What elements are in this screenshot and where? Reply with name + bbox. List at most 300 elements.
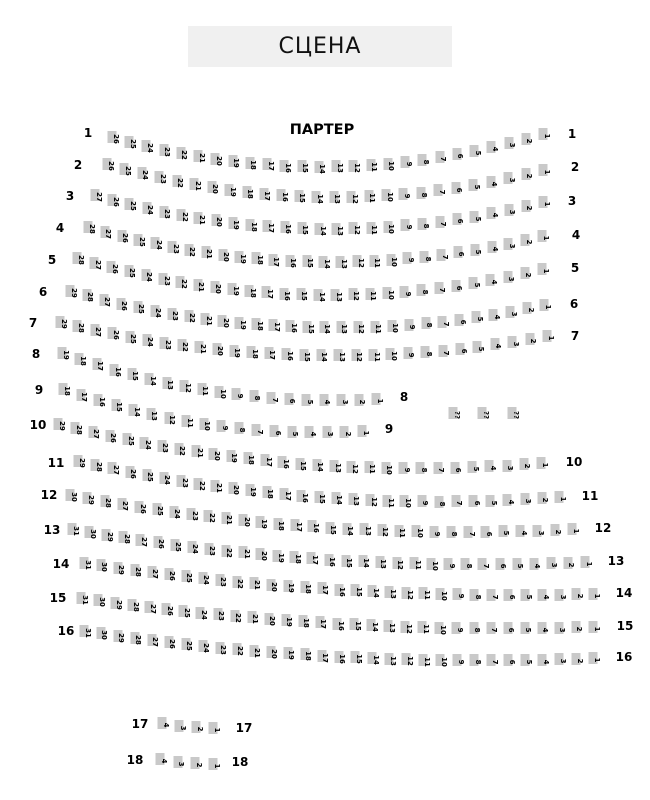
seat-row11-29[interactable]: [74, 455, 86, 468]
seat-row3-6[interactable]: [452, 213, 465, 225]
seat-row10-8[interactable]: [416, 462, 428, 474]
seat-row3-13[interactable]: [332, 223, 344, 236]
seat-row6-23[interactable]: [167, 308, 180, 321]
seat-row10-6[interactable]: [450, 462, 463, 474]
seat-row13-16[interactable]: [324, 554, 336, 567]
seat-row14-5[interactable]: [521, 589, 533, 601]
unknown-seat-2[interactable]: [478, 407, 490, 420]
seat-row2-23[interactable]: [155, 171, 167, 185]
seat-row7-16[interactable]: [282, 348, 294, 362]
seat-row4-13[interactable]: [336, 256, 348, 269]
seat-row5-16[interactable]: [279, 288, 292, 301]
seat-row15-26[interactable]: [162, 603, 174, 616]
seat-row5-7[interactable]: [434, 282, 447, 294]
seat-row11-23[interactable]: [177, 475, 189, 488]
seat-row5-21[interactable]: [193, 279, 206, 292]
seat-row10-19[interactable]: [226, 450, 238, 464]
seat-row8-16[interactable]: [110, 364, 122, 377]
seat-row15-14[interactable]: [367, 619, 379, 633]
seat-row15-4[interactable]: [537, 622, 550, 634]
seat-row14-14[interactable]: [368, 585, 380, 599]
seat-row5-15[interactable]: [296, 288, 309, 302]
seat-row14-28[interactable]: [130, 564, 143, 577]
seat-row15-28[interactable]: [128, 599, 140, 612]
seat-row17-2[interactable]: [192, 721, 204, 733]
seat-row3-15[interactable]: [297, 222, 310, 235]
seat-row11-19[interactable]: [245, 484, 258, 498]
seat-row11-22[interactable]: [194, 478, 206, 491]
seat-row16-14[interactable]: [368, 652, 380, 665]
seat-row15-6[interactable]: [503, 622, 516, 634]
seat-row10-23[interactable]: [157, 440, 169, 453]
seat-row11-12[interactable]: [366, 494, 378, 507]
seat-row11-20[interactable]: [228, 482, 241, 496]
seat-row14-11[interactable]: [419, 587, 431, 601]
seat-row7-9[interactable]: [403, 347, 416, 359]
seat-row8-11[interactable]: [197, 383, 210, 397]
seat-row10-4[interactable]: [485, 460, 497, 472]
seat-row15-7[interactable]: [486, 622, 499, 634]
seat-row15-17[interactable]: [315, 616, 328, 630]
seat-row13-6[interactable]: [495, 558, 507, 570]
seat-row7-8[interactable]: [421, 346, 433, 358]
seat-row15-13[interactable]: [384, 620, 396, 633]
seat-row2-3[interactable]: [504, 172, 516, 184]
seat-row8-14[interactable]: [145, 373, 157, 386]
seat-row5-27[interactable]: [90, 257, 102, 270]
seat-row8-1[interactable]: [372, 393, 384, 405]
seat-row11-9[interactable]: [417, 495, 430, 507]
seat-row1-19[interactable]: [228, 155, 241, 169]
seat-row6-7[interactable]: [438, 316, 450, 328]
seat-row7-4[interactable]: [490, 338, 503, 350]
seat-row3-21[interactable]: [194, 212, 206, 225]
seat-row7-1[interactable]: [543, 330, 555, 342]
seat-row9-11[interactable]: [182, 415, 194, 428]
seat-row1-15[interactable]: [297, 160, 310, 174]
seat-row4-18[interactable]: [252, 252, 264, 266]
seat-row16-26[interactable]: [164, 636, 177, 650]
seat-row14-26[interactable]: [164, 568, 177, 582]
seat-row6-19[interactable]: [235, 317, 247, 330]
seat-row4-3[interactable]: [504, 238, 516, 250]
seat-row12-16[interactable]: [308, 520, 320, 534]
seat-row12-20[interactable]: [239, 514, 251, 528]
seat-row12-13[interactable]: [360, 523, 372, 537]
seat-row3-23[interactable]: [159, 206, 172, 219]
seat-row14-4[interactable]: [538, 589, 550, 601]
seat-row2-17[interactable]: [259, 188, 272, 201]
seat-row5-20[interactable]: [210, 281, 223, 294]
seat-row9-15[interactable]: [111, 399, 124, 412]
seat-row15-19[interactable]: [281, 614, 294, 628]
seat-row7-22[interactable]: [177, 339, 190, 352]
seat-row2-8[interactable]: [416, 187, 429, 199]
seat-row15-30[interactable]: [94, 594, 106, 608]
seat-row9-1[interactable]: [358, 425, 370, 437]
seat-row9-16[interactable]: [94, 394, 106, 408]
seat-row3-8[interactable]: [418, 218, 430, 230]
seat-row7-23[interactable]: [160, 337, 172, 350]
seat-row4-19[interactable]: [235, 251, 247, 264]
seat-row13-13[interactable]: [375, 556, 388, 570]
seat-row4-9[interactable]: [403, 252, 415, 264]
seat-row16-31[interactable]: [80, 625, 92, 638]
seat-row2-19[interactable]: [225, 184, 237, 197]
seat-row12-15[interactable]: [325, 522, 338, 535]
seat-row16-4[interactable]: [538, 654, 550, 666]
seat-row1-4[interactable]: [487, 141, 499, 153]
seat-row14-21[interactable]: [249, 577, 262, 590]
seat-row12-9[interactable]: [429, 526, 442, 538]
seat-row1-26[interactable]: [108, 131, 120, 144]
seat-row4-15[interactable]: [302, 255, 315, 269]
seat-row14-13[interactable]: [385, 586, 397, 600]
seat-row15-16[interactable]: [333, 618, 345, 631]
seat-row7-5[interactable]: [473, 341, 485, 353]
seat-row12-29[interactable]: [83, 492, 95, 506]
seat-row13-24[interactable]: [187, 541, 200, 554]
seat-row3-24[interactable]: [142, 202, 155, 215]
seat-row4-6[interactable]: [453, 246, 466, 258]
seat-row12-2[interactable]: [550, 524, 563, 536]
seat-row15-21[interactable]: [247, 611, 260, 625]
seat-row1-20[interactable]: [211, 153, 223, 166]
seat-row7-18[interactable]: [247, 346, 259, 360]
seat-row13-19[interactable]: [273, 550, 285, 563]
seat-row7-6[interactable]: [456, 343, 468, 355]
seat-row11-13[interactable]: [348, 493, 361, 507]
seat-row3-4[interactable]: [487, 207, 499, 219]
seat-row15-10[interactable]: [435, 622, 447, 635]
seat-row9-12[interactable]: [164, 412, 177, 425]
seat-row2-2[interactable]: [521, 168, 534, 180]
seat-row6-6[interactable]: [455, 314, 467, 326]
seat-row8-10[interactable]: [215, 386, 227, 399]
seat-row12-17[interactable]: [291, 519, 303, 532]
seat-row4-24[interactable]: [151, 237, 163, 251]
seat-row3-26[interactable]: [108, 194, 120, 207]
seat-row10-9[interactable]: [399, 462, 411, 474]
seat-row3-9[interactable]: [401, 219, 413, 231]
seat-row7-3[interactable]: [508, 336, 520, 348]
seat-row4-5[interactable]: [470, 244, 483, 256]
seat-row7-19[interactable]: [229, 345, 242, 358]
seat-row6-10[interactable]: [387, 320, 400, 333]
seat-row5-6[interactable]: [451, 280, 464, 292]
seat-row15-31[interactable]: [77, 592, 89, 605]
seat-row15-29[interactable]: [111, 597, 123, 610]
seat-row10-29[interactable]: [54, 418, 66, 431]
seat-row15-24[interactable]: [196, 607, 208, 620]
seat-row2-6[interactable]: [451, 182, 464, 194]
seat-row1-16[interactable]: [280, 160, 292, 173]
seat-row1-25[interactable]: [125, 136, 137, 149]
seat-row11-4[interactable]: [503, 494, 515, 506]
seat-row4-1[interactable]: [538, 230, 550, 242]
seat-row11-11[interactable]: [383, 495, 395, 508]
seat-row10-10[interactable]: [381, 462, 394, 475]
seat-row2-18[interactable]: [242, 186, 255, 199]
seat-row6-17[interactable]: [269, 319, 281, 333]
seat-row9-5[interactable]: [287, 426, 300, 438]
seat-row13-15[interactable]: [341, 555, 354, 568]
seat-row3-18[interactable]: [246, 219, 258, 232]
seat-row11-3[interactable]: [520, 493, 533, 505]
seat-row12-22[interactable]: [204, 510, 216, 524]
seat-row3-17[interactable]: [263, 220, 275, 233]
seat-row5-19[interactable]: [228, 283, 240, 297]
seat-row9-6[interactable]: [270, 425, 282, 437]
seat-row13-21[interactable]: [239, 546, 251, 560]
seat-row13-10[interactable]: [427, 558, 439, 571]
seat-row3-1[interactable]: [539, 196, 551, 208]
seat-row17-1[interactable]: [209, 722, 221, 734]
seat-row16-10[interactable]: [436, 654, 448, 667]
seat-row10-13[interactable]: [330, 460, 342, 473]
seat-row16-25[interactable]: [181, 638, 194, 651]
seat-row11-15[interactable]: [314, 491, 326, 504]
seat-row12-11[interactable]: [394, 525, 407, 538]
seat-row16-19[interactable]: [283, 647, 296, 661]
seat-row11-25[interactable]: [142, 469, 155, 482]
seat-row12-1[interactable]: [568, 523, 580, 535]
seat-row10-25[interactable]: [123, 433, 135, 447]
seat-row13-17[interactable]: [307, 552, 319, 566]
seat-row6-24[interactable]: [150, 305, 163, 318]
seat-row1-9[interactable]: [401, 156, 413, 168]
seat-row5-24[interactable]: [141, 269, 154, 283]
seat-row10-15[interactable]: [295, 458, 307, 471]
seat-row2-5[interactable]: [469, 179, 481, 191]
seat-row5-23[interactable]: [159, 273, 171, 286]
seat-row11-17[interactable]: [280, 488, 292, 501]
seat-row2-11[interactable]: [364, 190, 377, 204]
seat-row6-15[interactable]: [303, 321, 315, 334]
seat-row12-5[interactable]: [498, 525, 511, 537]
seat-row7-21[interactable]: [195, 341, 207, 355]
seat-row11-6[interactable]: [469, 495, 481, 507]
seat-row10-22[interactable]: [174, 443, 187, 456]
seat-row11-7[interactable]: [451, 495, 464, 507]
seat-row16-1[interactable]: [589, 652, 601, 664]
seat-row4-28[interactable]: [84, 221, 96, 234]
seat-row10-2[interactable]: [519, 458, 532, 470]
seat-row1-8[interactable]: [418, 154, 430, 166]
seat-row6-4[interactable]: [489, 309, 501, 321]
seat-row10-7[interactable]: [433, 462, 445, 474]
seat-row13-5[interactable]: [512, 558, 525, 570]
seat-row1-11[interactable]: [366, 159, 379, 172]
seat-row4-23[interactable]: [168, 241, 180, 254]
seat-row5-17[interactable]: [262, 286, 274, 300]
seat-row17-4[interactable]: [158, 717, 170, 729]
seat-row16-3[interactable]: [555, 653, 567, 665]
seat-row13-9[interactable]: [444, 558, 456, 570]
seat-row6-13[interactable]: [336, 321, 349, 335]
seat-row10-26[interactable]: [105, 430, 118, 443]
seat-row16-21[interactable]: [249, 645, 262, 658]
seat-row16-6[interactable]: [504, 654, 516, 666]
seat-row13-4[interactable]: [529, 558, 542, 570]
seat-row15-9[interactable]: [452, 622, 464, 634]
seat-row16-16[interactable]: [334, 651, 346, 664]
seat-row5-28[interactable]: [73, 252, 85, 265]
seat-row5-2[interactable]: [520, 267, 533, 279]
seat-row8-6[interactable]: [284, 393, 297, 405]
seat-row2-12[interactable]: [347, 191, 359, 204]
seat-row12-23[interactable]: [187, 508, 199, 522]
seat-row3-22[interactable]: [177, 209, 189, 222]
seat-row3-2[interactable]: [521, 200, 534, 212]
seat-row14-15[interactable]: [351, 584, 363, 598]
seat-row15-25[interactable]: [179, 605, 191, 618]
seat-row6-9[interactable]: [404, 319, 417, 331]
seat-row4-2[interactable]: [521, 234, 533, 246]
seat-row1-5[interactable]: [470, 145, 482, 157]
seat-row3-16[interactable]: [280, 221, 293, 235]
seat-row6-2[interactable]: [523, 302, 535, 314]
seat-row14-3[interactable]: [555, 589, 567, 601]
seat-row7-13[interactable]: [334, 349, 346, 363]
seat-row16-30[interactable]: [96, 627, 109, 641]
seat-row14-20[interactable]: [266, 579, 279, 592]
seat-row13-28[interactable]: [119, 531, 131, 545]
seat-row12-8[interactable]: [446, 526, 459, 538]
seat-row9-3[interactable]: [322, 426, 335, 438]
seat-row7-11[interactable]: [369, 349, 381, 362]
seat-row2-4[interactable]: [486, 176, 499, 188]
seat-row2-9[interactable]: [399, 188, 411, 200]
seat-row11-2[interactable]: [537, 492, 550, 504]
seat-row6-21[interactable]: [201, 313, 213, 326]
seat-row15-1[interactable]: [589, 621, 601, 633]
seat-row9-13[interactable]: [146, 408, 159, 421]
seat-row7-14[interactable]: [316, 349, 329, 363]
seat-row10-5[interactable]: [468, 461, 480, 473]
seat-row2-26[interactable]: [103, 158, 115, 171]
seat-row7-24[interactable]: [142, 334, 155, 347]
seat-row15-2[interactable]: [571, 621, 584, 633]
seat-row11-16[interactable]: [297, 490, 309, 503]
seat-row10-12[interactable]: [347, 461, 359, 474]
seat-row4-25[interactable]: [134, 234, 146, 247]
seat-row11-14[interactable]: [331, 492, 344, 506]
seat-row14-18[interactable]: [300, 581, 313, 595]
unknown-seat-1[interactable]: [449, 407, 461, 420]
seat-row16-23[interactable]: [215, 642, 228, 655]
seat-row12-3[interactable]: [533, 525, 545, 537]
seat-row12-10[interactable]: [412, 525, 424, 539]
seat-row2-20[interactable]: [207, 181, 220, 195]
seat-row9-9[interactable]: [217, 420, 229, 432]
seat-row11-28[interactable]: [91, 459, 103, 472]
seat-row14-12[interactable]: [402, 587, 414, 600]
seat-row14-8[interactable]: [470, 589, 482, 601]
seat-row15-15[interactable]: [350, 618, 362, 632]
seat-row14-1[interactable]: [589, 588, 601, 600]
seat-row5-9[interactable]: [400, 286, 412, 298]
seat-row11-26[interactable]: [125, 466, 138, 479]
seat-row14-6[interactable]: [504, 589, 516, 601]
seat-row10-21[interactable]: [192, 445, 204, 459]
seat-row12-27[interactable]: [117, 498, 130, 511]
seat-row13-25[interactable]: [170, 539, 183, 552]
seat-row7-27[interactable]: [90, 324, 103, 337]
seat-row4-8[interactable]: [420, 251, 432, 263]
seat-row13-22[interactable]: [221, 545, 234, 558]
seat-row6-27[interactable]: [99, 294, 112, 307]
seat-row6-29[interactable]: [66, 285, 78, 298]
seat-row9-4[interactable]: [305, 426, 317, 438]
seat-row10-18[interactable]: [243, 452, 256, 466]
seat-row18-3[interactable]: [173, 756, 186, 768]
seat-row16-12[interactable]: [402, 653, 414, 667]
seat-row16-20[interactable]: [266, 646, 279, 659]
seat-row15-27[interactable]: [145, 601, 157, 614]
seat-row4-11[interactable]: [369, 255, 382, 268]
seat-row1-21[interactable]: [194, 150, 206, 164]
seat-row8-4[interactable]: [319, 394, 332, 406]
seat-row2-14[interactable]: [312, 191, 324, 204]
seat-row7-29[interactable]: [56, 316, 68, 329]
seat-row12-25[interactable]: [152, 503, 165, 517]
seat-row3-14[interactable]: [315, 223, 327, 236]
seat-row7-2[interactable]: [525, 333, 538, 345]
seat-row15-8[interactable]: [469, 622, 482, 634]
seat-row1-13[interactable]: [332, 160, 344, 174]
seat-row7-15[interactable]: [299, 349, 311, 362]
seat-row5-26[interactable]: [107, 261, 119, 275]
seat-row1-10[interactable]: [383, 158, 396, 171]
seat-row1-6[interactable]: [452, 148, 465, 160]
seat-row3-12[interactable]: [349, 222, 361, 236]
seat-row10-11[interactable]: [364, 461, 376, 475]
seat-row14-24[interactable]: [198, 572, 211, 585]
seat-row1-24[interactable]: [142, 140, 154, 153]
seat-row16-28[interactable]: [130, 632, 143, 645]
seat-row16-9[interactable]: [453, 654, 465, 666]
unknown-seat-3[interactable]: [508, 407, 520, 420]
seat-row14-10[interactable]: [436, 588, 448, 601]
seat-row14-27[interactable]: [147, 566, 160, 580]
seat-row2-22[interactable]: [172, 175, 185, 188]
seat-row11-5[interactable]: [486, 495, 498, 507]
seat-row5-12[interactable]: [348, 288, 361, 302]
seat-row6-16[interactable]: [286, 320, 298, 334]
seat-row8-8[interactable]: [249, 390, 262, 402]
seat-row13-12[interactable]: [392, 557, 405, 570]
seat-row16-5[interactable]: [521, 654, 533, 666]
seat-row3-11[interactable]: [366, 222, 379, 235]
seat-row13-1[interactable]: [581, 556, 593, 568]
seat-row3-20[interactable]: [211, 214, 224, 228]
seat-row16-13[interactable]: [385, 653, 397, 666]
seat-row1-23[interactable]: [159, 144, 172, 157]
seat-row18-2[interactable]: [191, 757, 203, 769]
seat-row12-7[interactable]: [464, 526, 476, 538]
seat-row6-8[interactable]: [421, 317, 433, 329]
seat-row12-6[interactable]: [481, 526, 493, 538]
seat-row13-29[interactable]: [102, 529, 114, 542]
seat-row4-4[interactable]: [487, 241, 500, 253]
seat-row15-11[interactable]: [418, 621, 430, 634]
seat-row14-9[interactable]: [453, 588, 465, 600]
seat-row9-2[interactable]: [340, 426, 352, 438]
seat-row4-20[interactable]: [218, 249, 231, 262]
seat-row2-15[interactable]: [294, 190, 307, 204]
seat-row1-18[interactable]: [245, 157, 258, 170]
